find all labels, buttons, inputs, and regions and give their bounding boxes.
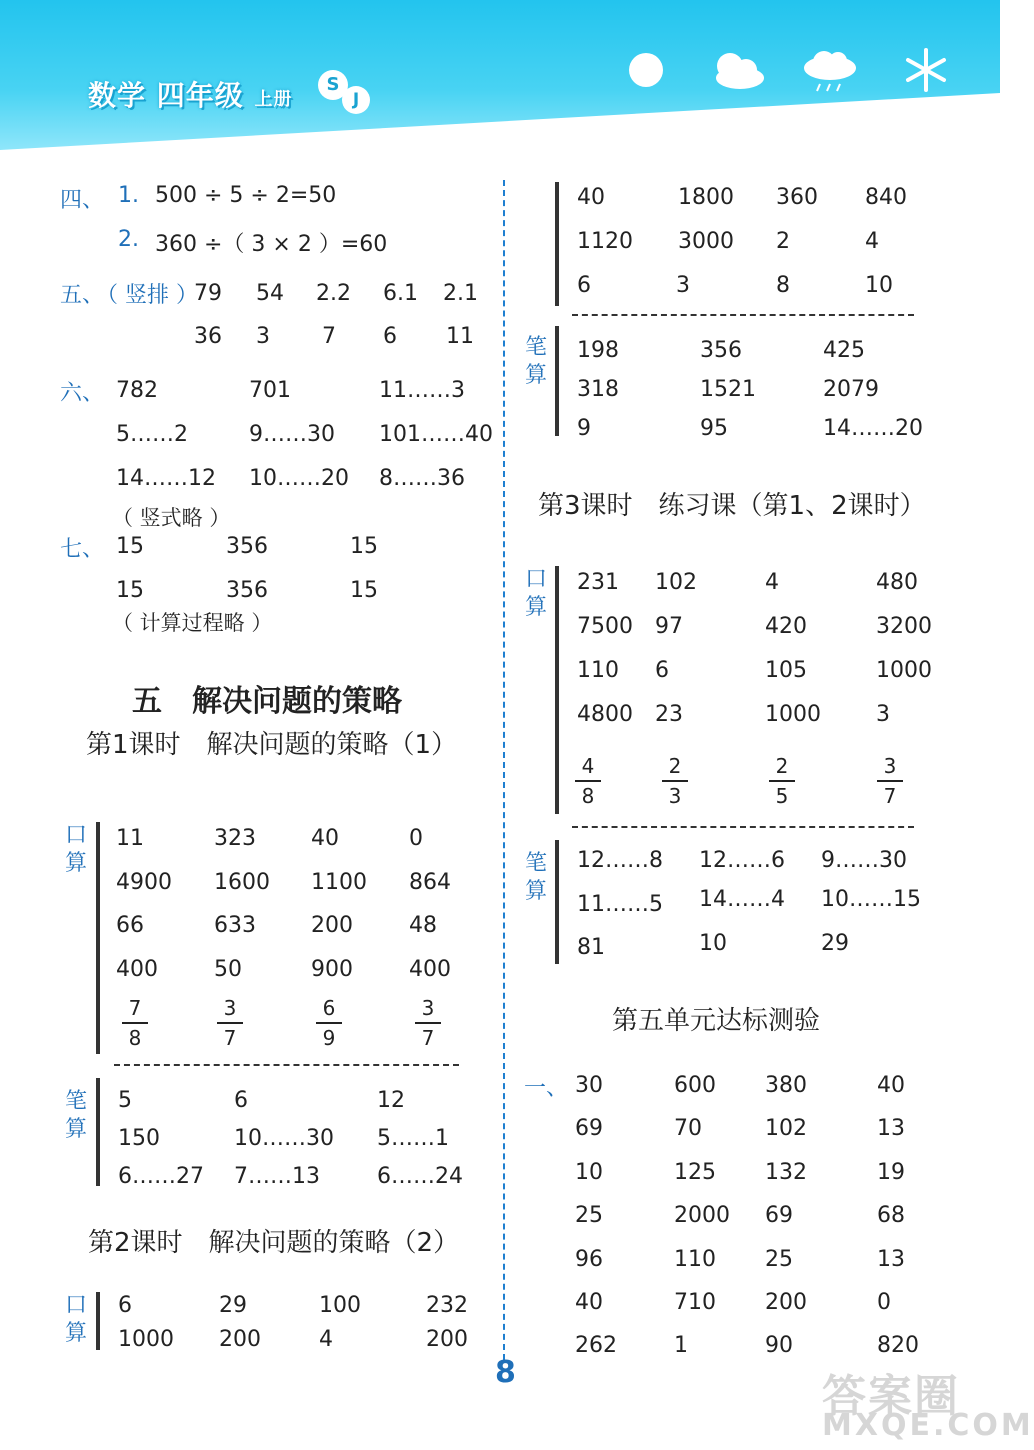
unit-test-title: 第五单元达标测验 (612, 1006, 821, 1036)
l1k-r4-c3: 900 (311, 957, 353, 982)
unit-title: 五 解决问题的策略 (132, 684, 402, 719)
fraction-bar (415, 1022, 441, 1024)
test-r3-c1: 10 (575, 1160, 603, 1185)
l3k-r4-c4: 3 (876, 702, 890, 727)
s4-item-1-num: 1. (118, 183, 139, 208)
section-4-label: 四、 (60, 188, 105, 213)
test-r1-c4: 40 (877, 1073, 905, 1098)
cloud-sun-icon (706, 46, 768, 94)
l3b-r3-c2: 10 (699, 931, 727, 956)
s5-r1-c5: 2.1 (443, 281, 478, 306)
test-r1-c3: 380 (765, 1073, 807, 1098)
l1k-frac-4 (415, 996, 441, 1050)
book-volume: 上册 (254, 89, 293, 110)
l1k-frac-4-den: 7 (421, 1026, 435, 1050)
rain-cloud-icon (800, 46, 862, 94)
l1k-frac-3-num: 6 (322, 996, 336, 1020)
s6-r2-c1: 5……2 (116, 422, 188, 447)
rtk-r1-c3: 360 (776, 185, 818, 210)
l1k-r3-c3: 200 (311, 913, 353, 938)
rtb-r1-c1: 198 (577, 338, 619, 363)
s7-r2-c1: 15 (116, 578, 144, 603)
test-r1-c2: 600 (674, 1073, 716, 1098)
sun-icon (622, 46, 670, 94)
l2k-r1-c3: 100 (319, 1293, 361, 1318)
l1k-r3-c2: 633 (214, 913, 256, 938)
l1b-r3-c3: 6……24 (377, 1164, 463, 1189)
s5-r2-c2: 3 (256, 324, 270, 349)
test-r7-c3: 90 (765, 1333, 793, 1358)
l3k-frac-3-den: 5 (775, 784, 789, 808)
test-r2-c4: 13 (877, 1116, 905, 1141)
test-r5-c1: 96 (575, 1247, 603, 1272)
snowflake-icon (902, 46, 950, 94)
s5-r2-c1: 36 (194, 324, 222, 349)
rtk-r1-c2: 1800 (678, 185, 734, 210)
lesson-2-title: 第2课时 解决问题的策略（2） (88, 1228, 460, 1258)
test-r5-c2: 110 (674, 1247, 716, 1272)
l1b-r2-c1: 150 (118, 1126, 160, 1151)
l3-bi-bar (555, 840, 559, 964)
l1k-frac-2-den: 7 (223, 1026, 237, 1050)
l1k-r4-c2: 50 (214, 957, 242, 982)
l2-kou-label: 口算 (64, 1293, 87, 1346)
l1k-frac-1 (122, 996, 148, 1050)
l1k-r3-c4: 48 (409, 913, 437, 938)
test-r7-c1: 262 (575, 1333, 617, 1358)
l2k-r1-c2: 29 (219, 1293, 247, 1318)
l3b-r2-c2: 14……4 (699, 887, 785, 912)
watermark-url: MXQE.COM (822, 1408, 1034, 1443)
s6-r1-c2: 701 (249, 378, 291, 403)
l3-kou-label: 口算 (524, 567, 547, 620)
l1k-frac-2-num: 3 (223, 996, 237, 1020)
s5-r1-c3: 2.2 (316, 281, 351, 306)
publisher-badge-j: J (342, 86, 370, 114)
l1k-r1-c2: 323 (214, 826, 256, 851)
l3k-frac-2 (662, 754, 688, 808)
rtk-r2-c3: 2 (776, 229, 790, 254)
l1k-r1-c1: 11 (116, 826, 144, 851)
l3k-r2-c2: 97 (655, 614, 683, 639)
l2k-r1-c4: 232 (426, 1293, 468, 1318)
s4-item-2-num: 2. (118, 227, 139, 252)
l3k-frac-2-den: 3 (668, 784, 682, 808)
test-r2-c1: 69 (575, 1116, 603, 1141)
test-r3-c4: 19 (877, 1160, 905, 1185)
l1b-r3-c1: 6……27 (118, 1164, 204, 1189)
l3k-frac-1-den: 8 (581, 784, 595, 808)
test-r2-c3: 102 (765, 1116, 807, 1141)
l3k-r4-c3: 1000 (765, 702, 821, 727)
l2k-r2-c4: 200 (426, 1327, 468, 1352)
s7-r1-c2: 356 (226, 534, 268, 559)
l3k-r2-c1: 7500 (577, 614, 633, 639)
l1k-r4-c1: 400 (116, 957, 158, 982)
l1b-r2-c3: 5……1 (377, 1126, 449, 1151)
s6-r2-c3: 101……40 (379, 422, 493, 447)
test-section-1-label: 一、 (524, 1076, 569, 1101)
s5-r1-c2: 54 (256, 281, 284, 306)
l3k-r1-c4: 480 (876, 570, 918, 595)
section-5-label: 五、 (60, 283, 105, 308)
section-7-label: 七、 (60, 537, 105, 562)
l1k-frac-1-den: 8 (128, 1026, 142, 1050)
r-top-bi-bar (555, 326, 559, 436)
l1b-r1-c3: 12 (377, 1088, 405, 1113)
l1-kou-label: 口算 (64, 823, 87, 876)
s7-r1-c3: 15 (350, 534, 378, 559)
rtb-r3-c2: 95 (700, 416, 728, 441)
l1b-r3-c2: 7……13 (234, 1164, 320, 1189)
test-r6-c1: 40 (575, 1290, 603, 1315)
test-r4-c2: 2000 (674, 1203, 730, 1228)
rtk-r3-c1: 6 (577, 273, 591, 298)
l1b-r1-c1: 5 (118, 1088, 132, 1113)
l1b-r1-c2: 6 (234, 1088, 248, 1113)
s5-r1-c1: 79 (194, 281, 222, 306)
r-top-bi-label: 笔算 (524, 335, 547, 388)
test-r7-c4: 820 (877, 1333, 919, 1358)
s6-r3-c3: 8……36 (379, 466, 465, 491)
l3k-r3-c3: 105 (765, 658, 807, 683)
s6-r3-c1: 14……12 (116, 466, 216, 491)
l1k-r3-c1: 66 (116, 913, 144, 938)
s7-note: （ 计算过程略 ） (112, 611, 273, 635)
test-r5-c3: 25 (765, 1247, 793, 1272)
l1k-r2-c1: 4900 (116, 870, 172, 895)
s6-r2-c2: 9……30 (249, 422, 335, 447)
rtb-r1-c2: 356 (700, 338, 742, 363)
l3k-frac-3 (769, 754, 795, 808)
rtb-r2-c3: 2079 (823, 377, 879, 402)
l1k-frac-2 (217, 996, 243, 1050)
s5-r2-c5: 11 (446, 324, 474, 349)
l3k-r3-c4: 1000 (876, 658, 932, 683)
rtk-r1-c1: 40 (577, 185, 605, 210)
l3b-r1-c1: 12……8 (577, 848, 663, 873)
l3k-frac-4-den: 7 (883, 784, 897, 808)
rtk-r3-c4: 10 (865, 273, 893, 298)
test-r2-c2: 70 (674, 1116, 702, 1141)
s4-item-2: 360 ÷（ 3 × 2 ）=60 (155, 232, 388, 257)
l1-bi-bar (96, 1078, 100, 1186)
fraction-bar (662, 780, 688, 782)
test-r4-c1: 25 (575, 1203, 603, 1228)
l3k-r1-c1: 231 (577, 570, 619, 595)
l3k-frac-1 (575, 754, 601, 808)
test-r4-c4: 68 (877, 1203, 905, 1228)
rtk-r3-c3: 8 (776, 273, 790, 298)
l3-bi-label: 笔算 (524, 851, 547, 904)
s5-r1-c4: 6.1 (383, 281, 418, 306)
lesson-1-title: 第1课时 解决问题的策略（1） (86, 730, 458, 760)
l3b-r2-c3: 10……15 (821, 887, 921, 912)
l2-kou-bar (96, 1292, 100, 1350)
l2k-r2-c3: 4 (319, 1327, 333, 1352)
l3k-r4-c1: 4800 (577, 702, 633, 727)
s6-r3-c2: 10……20 (249, 466, 349, 491)
page-number: 8 (495, 1355, 516, 1390)
s6-note: （ 竖式略 ） (112, 506, 231, 530)
l3k-r2-c4: 3200 (876, 614, 932, 639)
test-r6-c2: 710 (674, 1290, 716, 1315)
l1k-r2-c4: 864 (409, 870, 451, 895)
l1-separator (114, 1064, 459, 1066)
l2k-r1-c1: 6 (118, 1293, 132, 1318)
l3b-r3-c3: 29 (821, 931, 849, 956)
l1k-frac-1-num: 7 (128, 996, 142, 1020)
l3k-frac-2-num: 2 (668, 754, 682, 778)
watermark-logo: 答案圈 (822, 1371, 960, 1422)
l3b-r1-c2: 12……6 (699, 848, 785, 873)
rtk-r2-c2: 3000 (678, 229, 734, 254)
test-r3-c2: 125 (674, 1160, 716, 1185)
l1k-r2-c3: 1100 (311, 870, 367, 895)
test-r4-c3: 69 (765, 1203, 793, 1228)
l3k-r3-c2: 6 (655, 658, 669, 683)
l1k-r1-c4: 0 (409, 826, 423, 851)
rtb-r3-c1: 9 (577, 416, 591, 441)
rtk-r1-c4: 840 (865, 185, 907, 210)
l1k-frac-3-den: 9 (322, 1026, 336, 1050)
rtb-r1-c3: 425 (823, 338, 865, 363)
publisher-badge-s: S (318, 70, 348, 100)
section-6-label: 六、 (60, 381, 105, 406)
rtk-r3-c2: 3 (676, 273, 690, 298)
l3k-r4-c2: 23 (655, 702, 683, 727)
fraction-bar (877, 780, 903, 782)
l3b-r2-c1: 11……5 (577, 892, 663, 917)
test-r7-c2: 1 (674, 1333, 688, 1358)
l2k-r2-c2: 200 (219, 1327, 261, 1352)
l3b-r3-c1: 81 (577, 935, 605, 960)
s4-item-1: 500 ÷ 5 ÷ 2=50 (155, 183, 337, 208)
fraction-bar (575, 780, 601, 782)
s5-r2-c4: 6 (383, 324, 397, 349)
l3k-frac-4-num: 3 (883, 754, 897, 778)
rtb-r3-c3: 14……20 (823, 416, 923, 441)
s5-note: （ 竖排 ） (96, 283, 198, 308)
test-r6-c4: 0 (877, 1290, 891, 1315)
s6-r1-c3: 11……3 (379, 378, 465, 403)
book-title-text: 数学 四年级 (88, 79, 244, 112)
l3k-r1-c3: 4 (765, 570, 779, 595)
l1k-frac-4-num: 3 (421, 996, 435, 1020)
test-r6-c3: 200 (765, 1290, 807, 1315)
l3k-frac-3-num: 2 (775, 754, 789, 778)
rtk-r2-c1: 1120 (577, 229, 633, 254)
l3k-frac-4 (877, 754, 903, 808)
fraction-bar (316, 1022, 342, 1024)
rtb-r2-c1: 318 (577, 377, 619, 402)
test-r3-c3: 132 (765, 1160, 807, 1185)
book-title (88, 74, 293, 114)
l3k-r1-c2: 102 (655, 570, 697, 595)
s5-r2-c3: 7 (322, 324, 336, 349)
l1k-r1-c3: 40 (311, 826, 339, 851)
s7-r2-c3: 15 (350, 578, 378, 603)
l1k-frac-3 (316, 996, 342, 1050)
fraction-bar (217, 1022, 243, 1024)
l1b-r2-c2: 10……30 (234, 1126, 334, 1151)
l3k-frac-1-num: 4 (581, 754, 595, 778)
l2k-r2-c1: 1000 (118, 1327, 174, 1352)
rtk-r2-c4: 4 (865, 229, 879, 254)
l1-bi-label: 笔算 (64, 1089, 87, 1142)
l1k-r4-c4: 400 (409, 957, 451, 982)
r-top-kou-bar (555, 182, 559, 306)
rtb-r2-c2: 1521 (700, 377, 756, 402)
fraction-bar (122, 1022, 148, 1024)
lesson-3-title: 第3课时 练习课（第1、2课时） (538, 491, 926, 521)
s7-r1-c1: 15 (116, 534, 144, 559)
test-r5-c4: 13 (877, 1247, 905, 1272)
column-divider (503, 180, 505, 1360)
s7-r2-c2: 356 (226, 578, 268, 603)
s6-r1-c1: 782 (116, 378, 158, 403)
l3-kou-bar (555, 566, 559, 814)
l3-separator (572, 826, 914, 828)
l3b-r1-c3: 9……30 (821, 848, 907, 873)
test-r1-c1: 30 (575, 1073, 603, 1098)
l3k-r2-c3: 420 (765, 614, 807, 639)
l1-kou-bar (96, 822, 100, 1054)
fraction-bar (769, 780, 795, 782)
l3k-r3-c1: 110 (577, 658, 619, 683)
r-top-separator (572, 314, 914, 316)
l1k-r2-c2: 1600 (214, 870, 270, 895)
